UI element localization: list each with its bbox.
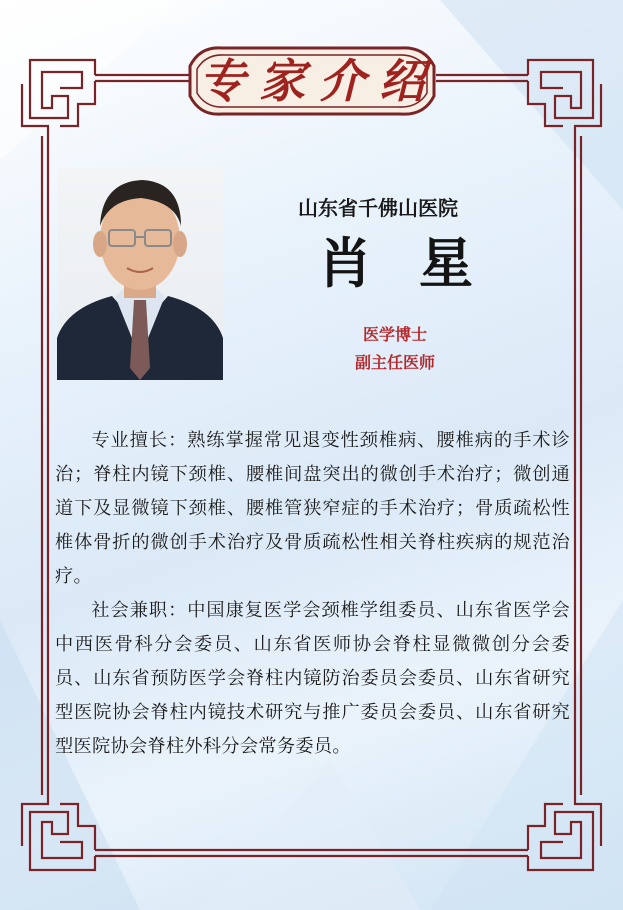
social-role-text: 中国康复医学会颈椎学组委员、山东省医学会中西医骨科分会委员、山东省医师协会脊柱显微微创分会委员、山东省预防医学会脊柱内镜防治委员会委员、山东省研究型医院协会脊柱内镜技术研究与推广委员会委员、山东省研究型医院协会脊柱外科分会常务委员。	[55, 600, 570, 757]
hospital-name: 山东省千佛山医院	[298, 196, 458, 220]
doctor-degree: 医学博士	[362, 325, 427, 344]
doctor-portrait-icon	[57, 168, 223, 380]
doctor-name-char: 肖	[318, 231, 372, 295]
profile-body	[55, 424, 570, 764]
specialty-paragraph	[55, 424, 570, 594]
page-title: 专家介绍	[199, 54, 439, 108]
social-role-paragraph	[55, 594, 570, 764]
doctor-name-char: 星	[419, 231, 473, 295]
specialty-label: 专业擅长：	[91, 430, 188, 451]
social-role-label: 社会兼职：	[91, 600, 188, 621]
doctor-portrait	[57, 168, 223, 380]
specialty-text: 熟练掌握常见退变性颈椎病、腰椎病的手术诊治；脊柱内镜下颈椎、腰椎间盘突出的微创手术治疗；微创通道下及显微镜下颈椎、腰椎管狭窄症的手术治疗；骨质疏松性椎体骨折的微创手术治疗及骨质疏松性相关脊柱疾病的规范治疗。	[55, 430, 570, 587]
title-banner	[183, 48, 441, 114]
doctor-name	[318, 231, 473, 295]
doctor-position: 副主任医师	[354, 353, 435, 372]
